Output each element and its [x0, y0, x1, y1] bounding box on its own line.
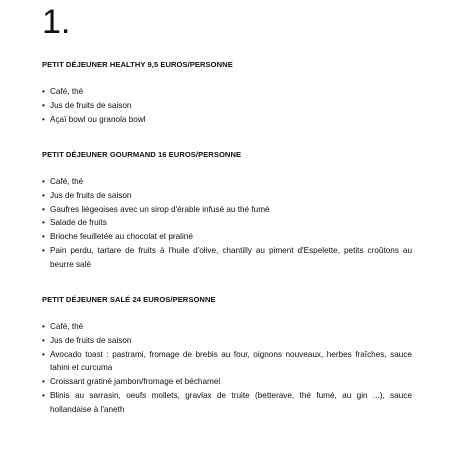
list-item: • Croissant gratiné jambon/fromage et béchamel: [42, 375, 412, 389]
menu-section-sale: [42, 295, 412, 417]
list-item: • Salade de fruits: [42, 216, 412, 230]
item-list: [42, 85, 412, 126]
list-item: • Jus de fruits de saison: [42, 334, 412, 348]
menu-section-healthy: [42, 60, 412, 126]
list-item: • Jus de fruits de saison: [42, 189, 412, 203]
section-title: PETIT DÉJEUNER HEALTHY 9,5 EUROS/PERSONNE: [42, 60, 233, 69]
section-title: PETIT DÉJEUNER SALÉ 24 EUROS/PERSONNE: [42, 295, 216, 304]
list-item: • Avocado toast : pastrami, fromage de brebis au four, oignons nouveaux, herbes fraîches, sauce tahini et curcuma: [42, 348, 412, 376]
list-item: • Café, thé: [42, 320, 412, 334]
menu-section-gourmand: [42, 150, 412, 272]
list-item: • Jus de fruits de saison: [42, 99, 412, 113]
list-item: • Café, thé: [42, 175, 412, 189]
list-item: • Brioche feuilletée au chocolat et praliné: [42, 230, 412, 244]
item-list: [42, 175, 412, 272]
list-item: • Açaï bowl ou granola bowl: [42, 113, 412, 127]
list-item: • Blinis au sarrasin, oeufs mollets, gravlax de truite (betterave, thé fumé, au gin ...), sauce hollandaise à l'aneth: [42, 389, 412, 417]
list-item: • Café, thé: [42, 85, 412, 99]
section-title: PETIT DÉJEUNER GOURMAND 16 EUROS/PERSONNE: [42, 150, 242, 159]
list-item: • Gaufres liégeoises avec un sirop d'érable infusé au thé fumé: [42, 203, 412, 217]
page-number: 1.: [42, 3, 71, 41]
item-list: [42, 320, 412, 417]
list-item: • Pain perdu, tartare de fruits à l'huile d'olive, chantilly au piment d'Espelette, petits croûtons au beurre salé: [42, 244, 412, 272]
